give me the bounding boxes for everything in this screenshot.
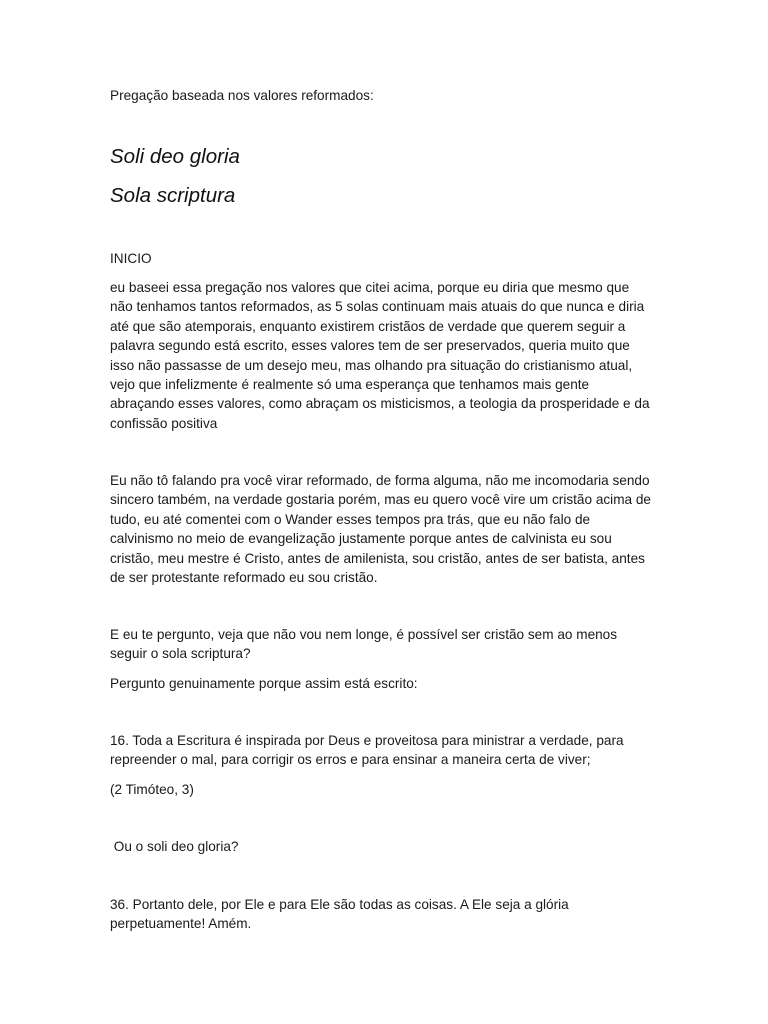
heading-soli-deo-gloria: Soli deo gloria [110, 145, 240, 168]
verse-2: 36. Portanto dele, por Ele e para Ele são todas as coisas. A Ele seja a glória perpetuamente! Amém. [110, 897, 569, 932]
intro-line: Pregação baseada nos valores reformados: [110, 88, 374, 103]
question-2: Ou o soli deo gloria? [110, 839, 239, 854]
heading-sola-scriptura: Sola scriptura [110, 184, 236, 207]
section-label: INICIO [110, 251, 152, 266]
verse-1: 16. Toda a Escritura é inspirada por Deus e proveitosa para ministrar a verdade, para repreender o mal, para corrigir os erros e para ensinar a maneira certa de viver; [110, 733, 624, 768]
reference-1: (2 Timóteo, 3) [110, 782, 194, 797]
paragraph-4: Pergunto genuinamente porque assim está escrito: [110, 676, 418, 691]
paragraph-3: E eu te pergunto, veja que não vou nem longe, é possível ser cristão sem ao menos seguir o sola scriptura? [110, 627, 618, 662]
paragraph-2: Eu não tô falando pra você virar reformado, de forma alguma, não me incomodaria sendo sincero também, na verdade gostaria porém, mas eu quero você vire um cristão acima de tudo, eu até comentei com o Wander esses tempos pra trás, que eu não falo de calvinismo no meio de evangelização justamente porque antes de calvinista eu sou cristão, meu mestre é Cristo, antes de amilenista, sou cristão, antes de ser batista, antes de ser protestante reformado eu sou cristão. [110, 473, 651, 586]
paragraph-1: eu baseei essa pregação nos valores que citei acima, porque eu diria que mesmo que não tenhamos tantos reformados, as 5 solas continuam mais atuais do que nunca e diria até que são atemporais, enquanto existirem cristãos de verdade que querem seguir a palavra segundo está escrito, esses valores tem de ser preservados, queria muito que isso não passasse de um desejo meu, mas olhando pra situação do cristianismo atual, vejo que infelizmente é realmente só uma esperança que tenhamos mais gente abraçando esses valores, como abraçam os misticismos, a teologia da prosperidade e da confissão positiva [110, 280, 650, 431]
